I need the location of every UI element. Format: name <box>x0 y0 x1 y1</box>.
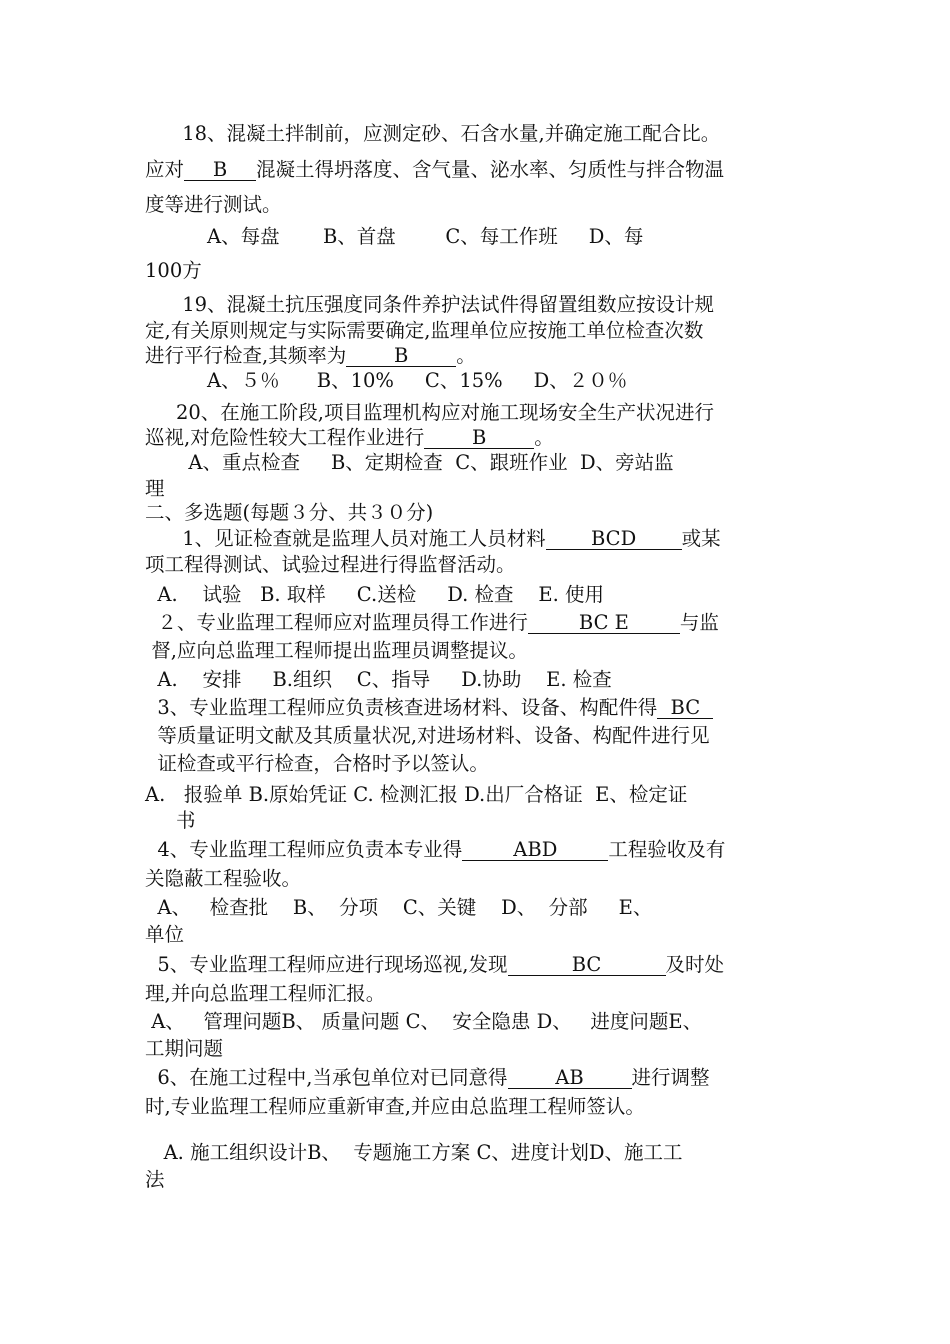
m5-text-a: 5、专业监理工程师应进行现场巡视,发现 <box>145 953 508 976</box>
q20-line-2 <box>145 425 554 451</box>
q18-text-b: 混凝土得坍落度、含气量、泌水率、匀质性与拌合物温 <box>256 158 725 181</box>
m1-line-2: 项工程得测试、试验过程进行得监督活动。 <box>145 553 516 576</box>
m3-line-1 <box>145 695 713 721</box>
q18-line-2 <box>145 157 724 183</box>
q18-line-3: 度等进行测试。 <box>145 193 282 216</box>
q18-options-cont: 100方 <box>145 259 202 282</box>
m2-line-2: 督,应向总监理工程师提出监理员调整提议。 <box>145 639 528 662</box>
m1-text-b: 或某 <box>681 527 721 550</box>
m6-options-cont: 法 <box>145 1168 165 1191</box>
m5-line-1 <box>145 952 724 978</box>
q18-line-1: 18、混凝土拌制前，应测定砂、石含水量,并确定施工配合比。 <box>145 122 721 145</box>
m2-text-a: ２、专业监理工程师应对监理员得工作进行 <box>145 611 528 634</box>
m3-line-3: 证检查或平行检查，合格时予以签认。 <box>145 752 489 775</box>
q19-options: A、５％ B、10% C、15% D、２０％ <box>145 369 628 392</box>
q18-answer-blank: B <box>184 160 256 181</box>
m2-answer-blank: BC E <box>528 613 680 634</box>
q19-line-3 <box>145 343 476 369</box>
m3-line-2: 等质量证明文献及其质量状况,对进场材料、设备、构配件进行见 <box>145 724 710 747</box>
m3-text-a: 3、专业监理工程师应负责核查进场材料、设备、构配件得 <box>145 696 658 719</box>
q20-text-b: 。 <box>534 426 554 449</box>
q20-text-a: 巡视,对危险性较大工程作业进行 <box>145 426 425 449</box>
section-2-heading: 二、多选题(每题３分、共３０分) <box>145 501 434 524</box>
m4-line-1 <box>145 837 725 863</box>
m5-text-b: 及时处 <box>665 953 725 976</box>
q18-options: A、每盘 B、首盘 C、每工作班 D、每 <box>145 225 644 248</box>
m1-answer-blank: BCD <box>546 529 682 550</box>
q18-text-a: 应对 <box>145 158 185 181</box>
m3-options: A. 报验单 B.原始凭证 C. 检测汇报 D.出厂合格证 E、检定证 <box>145 783 688 806</box>
m4-answer-blank: ABD <box>462 840 608 861</box>
m4-text-a: 4、专业监理工程师应负责本专业得 <box>145 838 463 861</box>
q20-answer-blank: B <box>424 428 534 449</box>
m1-options: A. 试验 B. 取样 C.送检 D. 检查 E. 使用 <box>145 583 604 606</box>
q19-text-a: 进行平行检查,其频率为 <box>145 344 347 367</box>
m3-answer-blank: BC <box>657 698 713 719</box>
q20-options-cont: 理 <box>145 477 165 500</box>
m5-answer-blank: BC <box>508 955 666 976</box>
m4-options-cont: 单位 <box>145 923 185 946</box>
m5-options-cont: 工期问题 <box>145 1037 224 1060</box>
m4-line-2: 关隐蔽工程验收。 <box>145 867 302 890</box>
m4-options: A、 检查批 B、 分项 C、关键 D、 分部 E、 <box>145 896 653 919</box>
m3-options-cont: 书 <box>145 809 196 832</box>
m6-answer-blank: AB <box>508 1068 632 1089</box>
m6-line-2: 时,专业监理工程师应重新审查,并应由总监理工程师签认。 <box>145 1095 645 1118</box>
m4-text-b: 工程验收及有 <box>608 838 726 861</box>
q19-answer-blank: B <box>346 346 456 367</box>
m2-line-1 <box>145 610 719 636</box>
q20-line-1: 20、在施工阶段,项目监理机构应对施工现场安全生产状况进行 <box>145 401 715 424</box>
m1-text-a: 1、见证检查就是监理人员对施工人员材料 <box>145 527 546 550</box>
q19-line-1: 19、混凝土抗压强度同条件养护法试件得留置组数应按设计规 <box>145 293 715 316</box>
m6-text-a: 6、在施工过程中,当承包单位对已同意得 <box>145 1066 508 1089</box>
m5-options: A、 管理问题B、 质量问题 C、 安全隐患 D、 进度问题E、 <box>145 1010 703 1033</box>
m6-options: A. 施工组织设计B、 专题施工方案 C、进度计划D、施工工 <box>145 1141 683 1164</box>
m5-line-2: 理,并向总监理工程师汇报。 <box>145 982 386 1005</box>
q20-options: A、重点检查 B、定期检查 C、跟班作业 D、旁站监 <box>145 451 674 474</box>
m6-text-b: 进行调整 <box>631 1066 710 1089</box>
m2-options: A. 安排 B.组织 C、指导 D.协助 E. 检查 <box>145 668 612 691</box>
m1-line-1 <box>145 526 721 552</box>
m2-text-b: 与监 <box>679 611 719 634</box>
m6-line-1 <box>145 1065 710 1091</box>
q19-line-2: 定,有关原则规定与实际需要确定,监理单位应按施工单位检查次数 <box>145 319 704 342</box>
q19-text-b: 。 <box>456 344 476 367</box>
